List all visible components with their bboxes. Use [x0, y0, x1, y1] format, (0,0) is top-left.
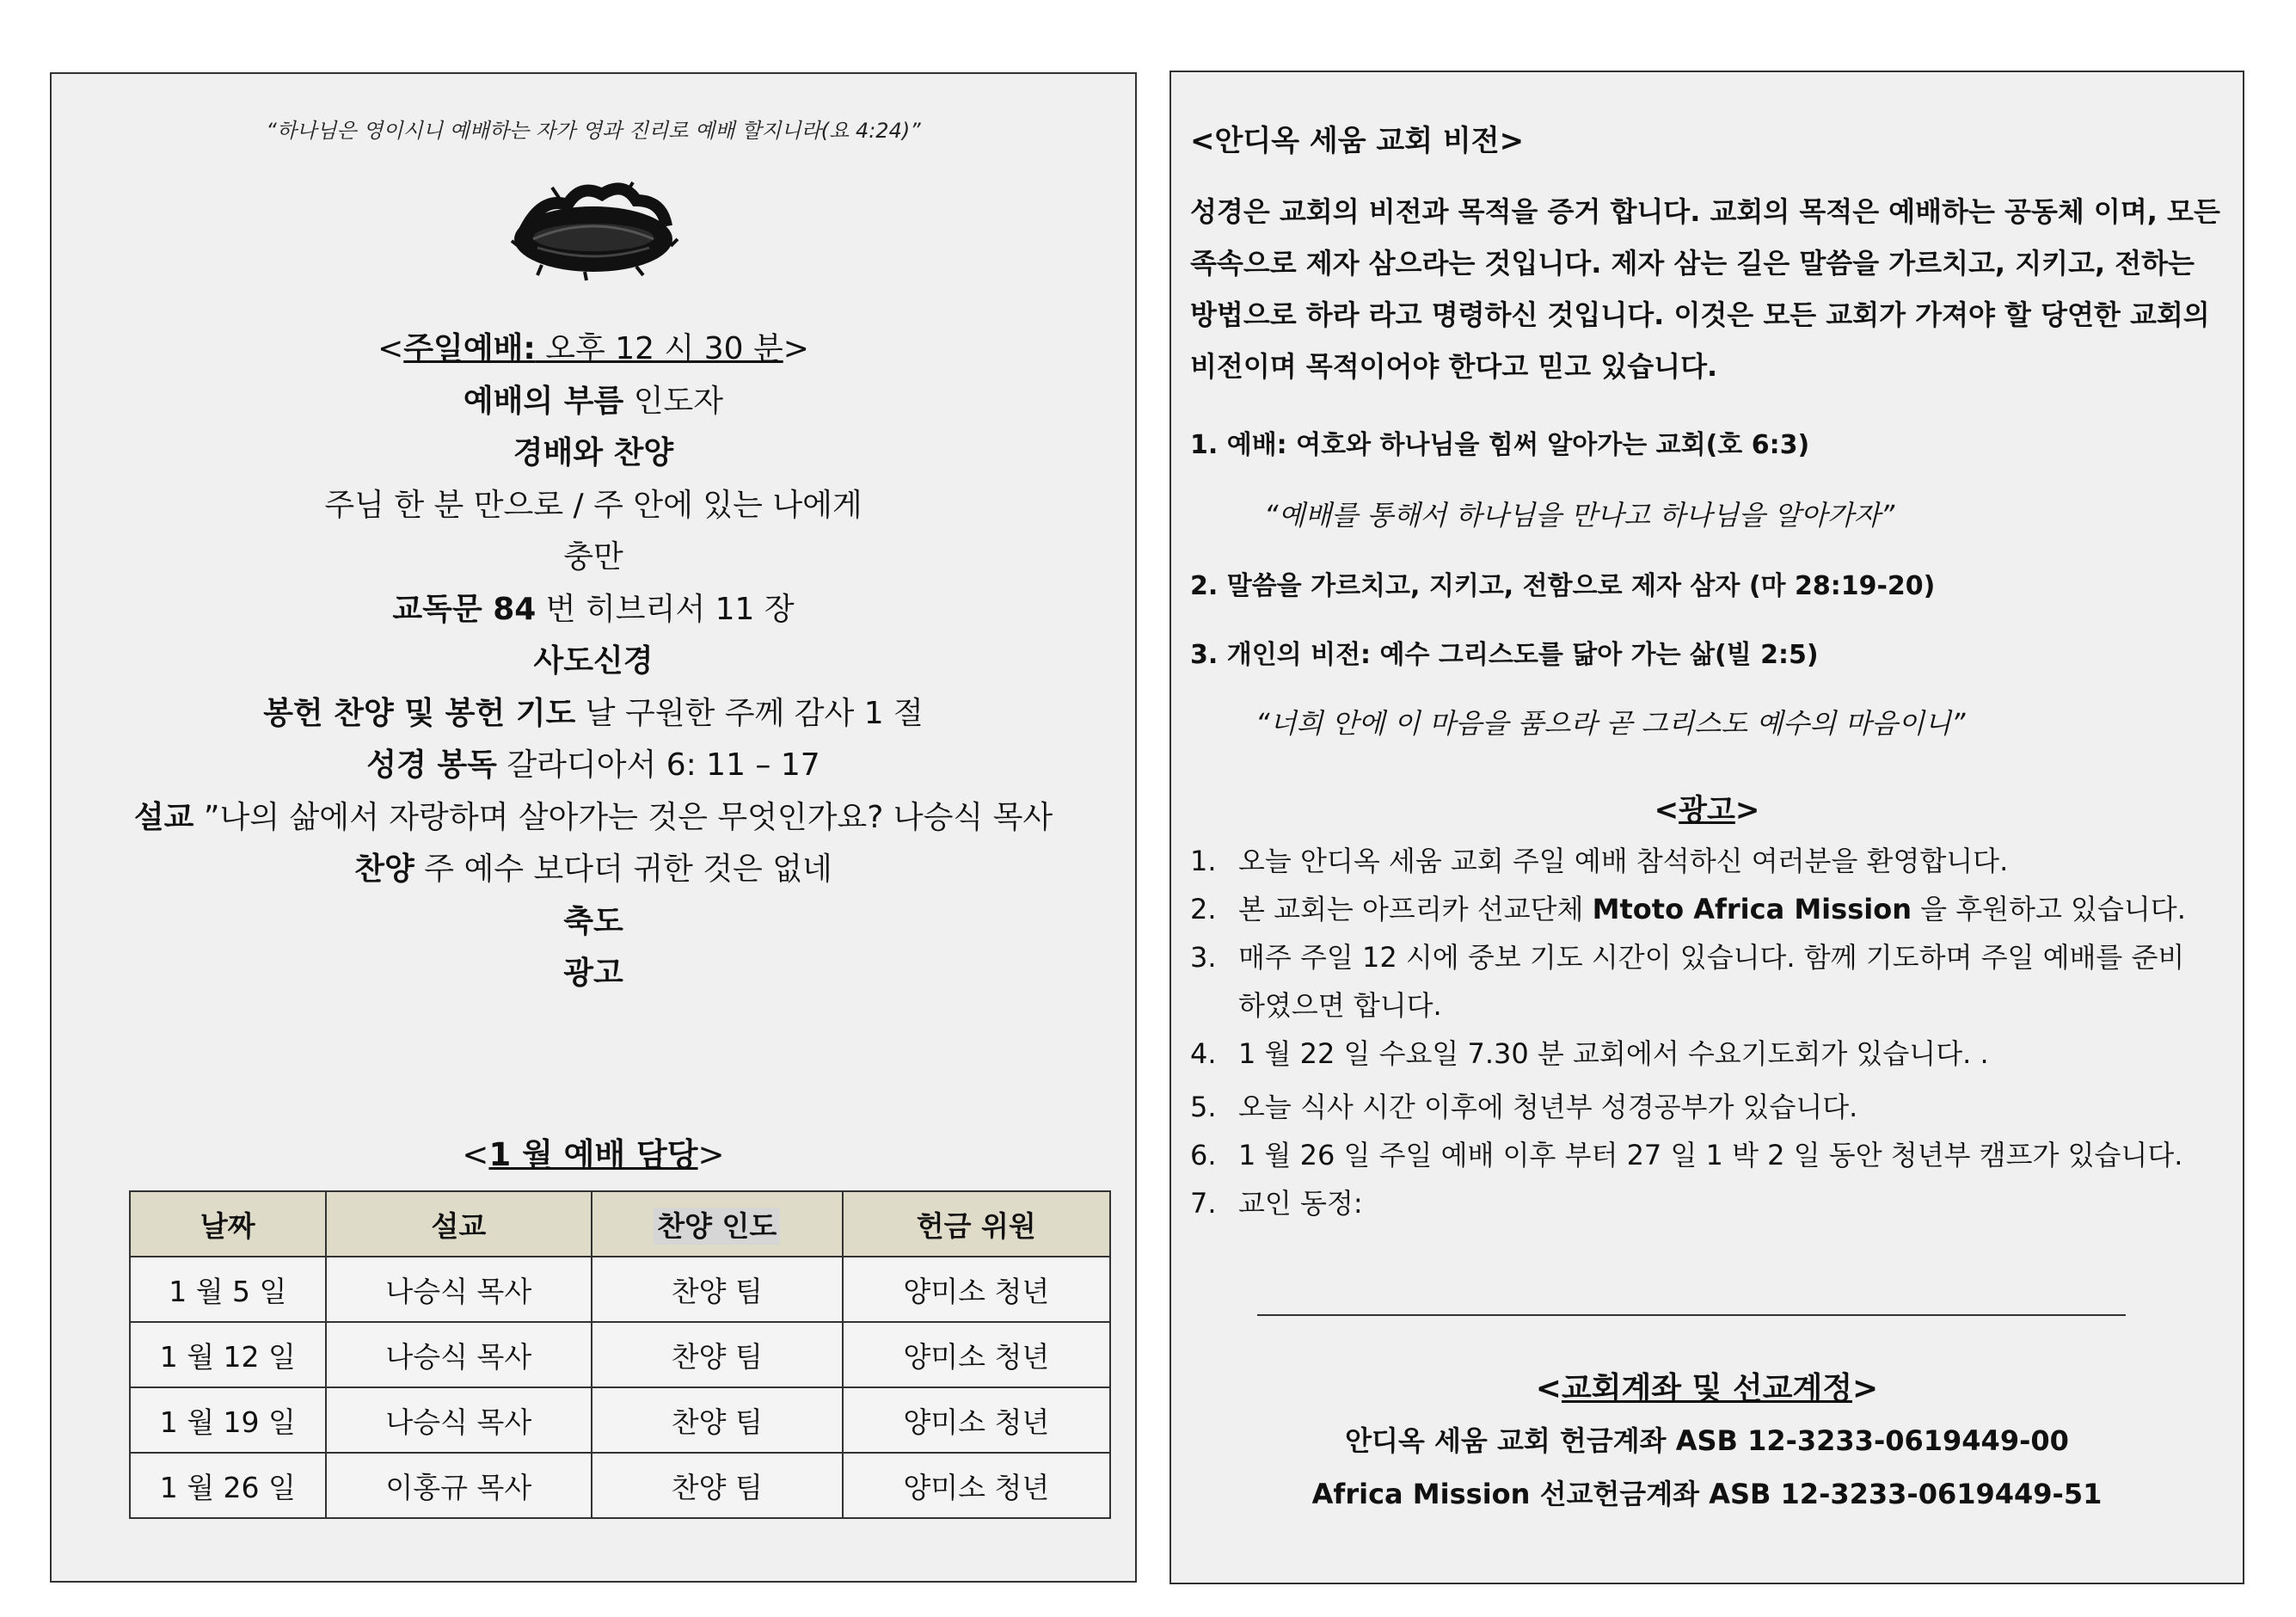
table-cell: 찬양 팀: [592, 1257, 842, 1322]
table-cell: 찬양 팀: [592, 1387, 842, 1453]
crown-of-thorns-icon: [507, 179, 679, 282]
announcement-item: 6. 1 월 26 일 주일 예배 이후 부터 27 일 1 박 2 일 동안 청년부 캠프가 있습니다.: [1190, 1139, 2183, 1171]
table-cell: 1 월 19 일: [130, 1387, 326, 1453]
order-item: 성경 봉독 갈라디아서 6: 11 – 17: [366, 747, 820, 783]
vision-body: 성경은 교회의 비전과 목적을 증거 합니다. 교회의 목적은 예배하는 공동체 이며, 모든 족속으로 제자 삼으라는 것입니다. 제자 삼는 길은 말씀을 가르치고, 지키고, 전하는 방법으로 하라 라고 명령하신 것입니다. 이것은 모든 교회가 가져야 할 당연한 교회의 비전이며 목적이어야 한다고 믿고 있습니다.: [1190, 195, 2220, 383]
announcement-item: 5. 오늘 식사 시간 이후에 청년부 성경공부가 있습니다.: [1190, 1091, 1858, 1123]
order-item: 교독문 84 번 히브리서 11 장: [392, 591, 795, 627]
announcement-item: 4. 1 월 22 일 수요일 7.30 분 교회에서 수요기도회가 있습니다. .: [1190, 1037, 1989, 1070]
table-cell: 나승식 목사: [326, 1257, 592, 1322]
order-item: 주님 한 분 만으로 / 주 안에 있는 나에게: [324, 487, 863, 523]
order-item: 경배와 찬양: [513, 435, 674, 470]
vision-and-announcements-page: [1169, 71, 2244, 1584]
column-header: 헌금 위원: [843, 1191, 1110, 1257]
announcement-item: 1. 오늘 안디옥 세움 교회 주일 예배 참석하신 여러분을 환영합니다.: [1190, 845, 2009, 877]
order-item: 충만: [563, 539, 623, 575]
table-header-row: [130, 1191, 1110, 1257]
table-cell: 이홍규 목사: [326, 1453, 592, 1518]
vision-point: 2. 말씀을 가르치고, 지키고, 전함으로 제자 삼자 (마 28:19-20): [1190, 571, 1936, 601]
divider-line: [1257, 1314, 2126, 1316]
vision-point: 1. 예배: 여호와 하나님을 힘써 알아가는 교회(호 6:3): [1190, 430, 1810, 460]
column-header: 찬양 인도: [592, 1191, 842, 1257]
order-item: 예배의 부름 인도자: [463, 383, 724, 419]
table-cell: 찬양 팀: [592, 1453, 842, 1518]
table-cell: 나승식 목사: [326, 1387, 592, 1453]
vision-point: 3. 개인의 비전: 예수 그리스도를 닮아 가는 삶(빌 2:5): [1190, 640, 1819, 670]
table-cell: 1 월 5 일: [130, 1257, 326, 1322]
order-of-service-page: [50, 72, 1137, 1583]
order-item: 축도: [563, 903, 623, 939]
service-time: 오후 12 시 30 분: [535, 331, 783, 366]
table-cell: 양미소 청년: [843, 1453, 1110, 1518]
table-cell: 1 월 26 일: [130, 1453, 326, 1518]
order-item: 설교 ”나의 삶에서 자랑하며 살아가는 것은 무엇인가요? 나승식 목사: [133, 799, 1053, 835]
order-of-service: [52, 323, 1135, 1000]
vision-title: <안디옥 세움 교회 비전>: [1190, 124, 1525, 158]
table-cell: 1 월 12 일: [130, 1322, 326, 1387]
table-cell: 나승식 목사: [326, 1322, 592, 1387]
announcement-item: 2. 본 교회는 아프리카 선교단체 Mtoto Africa Mission 을 후원하고 있습니다.: [1190, 893, 2186, 925]
account-number: ASB 12-3233-0619449-00: [1666, 1424, 2069, 1457]
column-header: 날짜: [130, 1191, 326, 1257]
scripture-epigraph: “하나님은 영이시니 예배하는 자가 영과 진리로 예배 할지니라(요 4:24)”: [266, 119, 921, 143]
account-line: 안디옥 세움 교회 헌금계좌 ASB 12-3233-0619449-00: [1345, 1424, 2069, 1457]
table-cell: 양미소 청년: [843, 1322, 1110, 1387]
service-label: 주일예배:: [403, 331, 536, 366]
announcements-title: <광고>: [1654, 793, 1760, 827]
table-cell: 찬양 팀: [592, 1322, 842, 1387]
account-number: ASB 12-3233-0619449-51: [1699, 1478, 2103, 1510]
table-cell: 양미소 청년: [843, 1387, 1110, 1453]
table-row: [130, 1257, 1110, 1322]
order-item: 봉헌 찬양 및 봉헌 기도 날 구원한 주께 감사 1 절: [263, 695, 924, 731]
table-row: [130, 1453, 1110, 1518]
accounts-title: <교회계좌 및 선교계정>: [1535, 1371, 1879, 1406]
announcement-item: 3. 매주 주일 12 시에 중보 기도 시간이 있습니다. 함께 기도하며 주일 예배를 준비: [1190, 941, 2185, 974]
table-row: [130, 1387, 1110, 1453]
vision-quote: “너희 안에 이 마음을 품으라 곧 그리스도 예수의 마음이니”: [1255, 707, 1966, 740]
mission-name: Mtoto Africa Mission: [1592, 893, 1912, 925]
announcement-item: 7. 교인 동정:: [1190, 1187, 1363, 1220]
column-header: 설교: [326, 1191, 592, 1257]
service-time-heading: <주일예배: 오후 12 시 30 분>: [378, 331, 809, 366]
account-line: Africa Mission 선교헌금계좌 ASB 12-3233-0619449-51: [1311, 1478, 2103, 1510]
order-item: 광고: [563, 956, 623, 991]
announcement-continuation: 하였으면 합니다.: [1238, 989, 1442, 1022]
duty-roster-table: [129, 1190, 1111, 1519]
order-item: 찬양 주 예수 보다더 귀한 것은 없네: [354, 852, 832, 887]
order-item: 사도신경: [533, 643, 654, 679]
vision-quote: “예배를 통해서 하나님을 만나고 하나님을 알아가자”: [1264, 499, 1895, 532]
duty-roster-title: <1 월 예배 담당>: [462, 1136, 725, 1173]
table-cell: 양미소 청년: [843, 1257, 1110, 1322]
table-row: [130, 1322, 1110, 1387]
